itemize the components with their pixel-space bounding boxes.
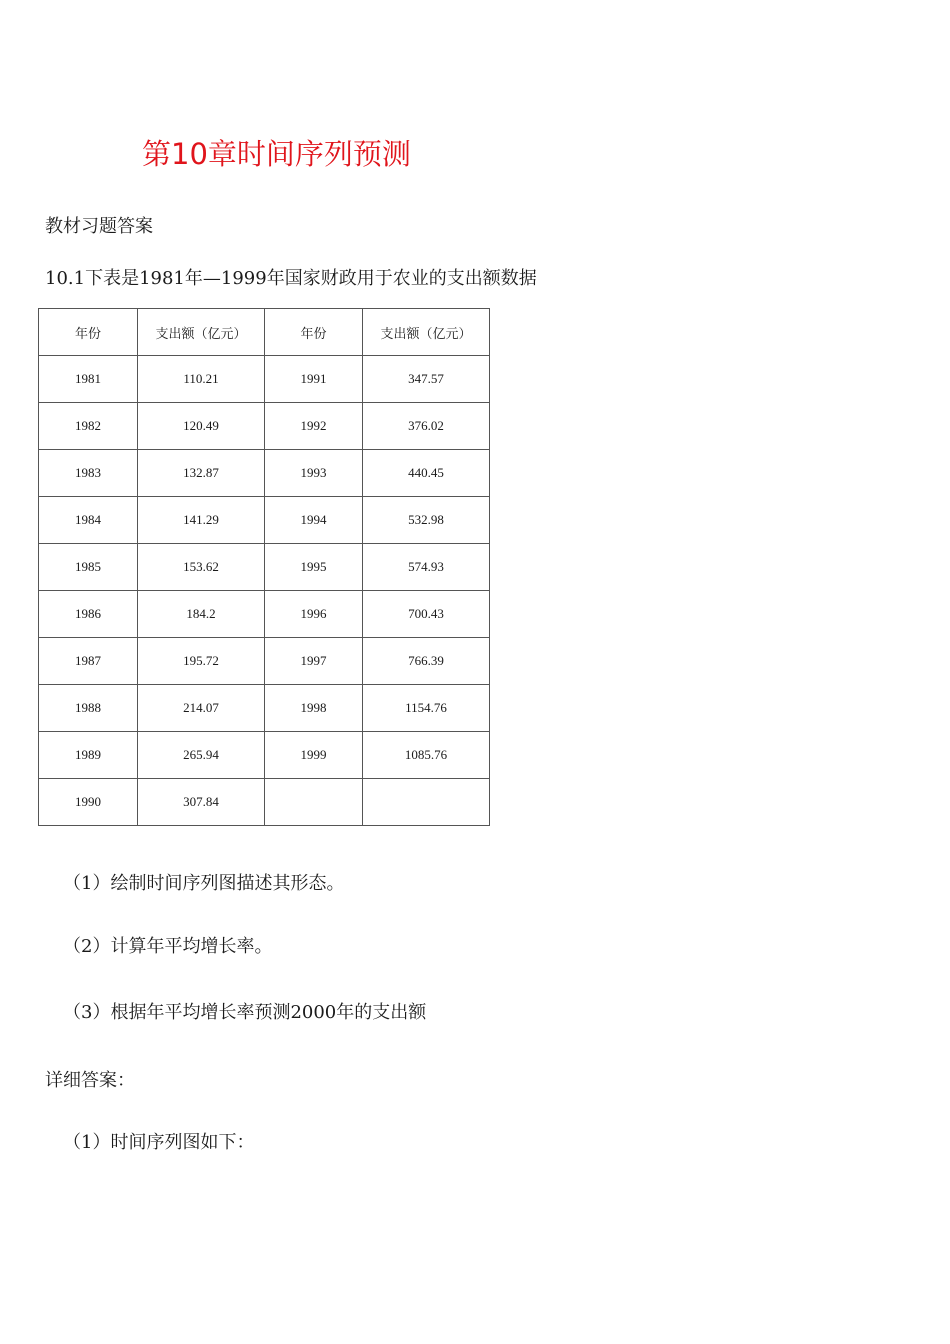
table-cell: 1987: [39, 638, 138, 685]
table-cell: 110.21: [138, 356, 265, 403]
table-cell: 265.94: [138, 732, 265, 779]
section-heading: 教材习题答案: [45, 216, 153, 237]
table-cell: [265, 779, 363, 826]
table-cell: 1998: [265, 685, 363, 732]
table-row: [39, 732, 490, 779]
table-cell: 1996: [265, 591, 363, 638]
sub-question-2: （2）计算年平均增长率。: [63, 936, 273, 957]
table-cell: 1997: [265, 638, 363, 685]
table-row: [39, 403, 490, 450]
table-cell: 184.2: [138, 591, 265, 638]
table-row: [39, 544, 490, 591]
table-cell: 195.72: [138, 638, 265, 685]
answer-heading: 详细答案：: [45, 1070, 135, 1091]
table-cell: 120.49: [138, 403, 265, 450]
table-row: [39, 779, 490, 826]
table-cell: 376.02: [363, 403, 490, 450]
sub-question-3: （3）根据年平均增长率预测2000年的支出额: [63, 1002, 427, 1023]
header-cell: 支出额（亿元）: [138, 309, 265, 356]
table-cell: 1988: [39, 685, 138, 732]
table-cell: 1981: [39, 356, 138, 403]
question-intro: 10.1下表是1981年—1999年国家财政用于农业的支出额数据: [45, 268, 537, 289]
table-row: [39, 356, 490, 403]
table-row: [39, 591, 490, 638]
table-row: [39, 450, 490, 497]
table-row: [39, 685, 490, 732]
table-cell: 766.39: [363, 638, 490, 685]
table-cell: 347.57: [363, 356, 490, 403]
table-cell: 214.07: [138, 685, 265, 732]
header-cell: 支出额（亿元）: [363, 309, 490, 356]
table-cell: 700.43: [363, 591, 490, 638]
table-row: [39, 497, 490, 544]
table-cell: 1985: [39, 544, 138, 591]
table-cell: 141.29: [138, 497, 265, 544]
table-cell: 440.45: [363, 450, 490, 497]
table-cell: 1983: [39, 450, 138, 497]
table-cell: 1999: [265, 732, 363, 779]
table-header-row: [39, 309, 490, 356]
answer-1: （1）时间序列图如下：: [63, 1132, 255, 1153]
table-cell: 153.62: [138, 544, 265, 591]
sub-question-1: （1）绘制时间序列图描述其形态。: [63, 873, 345, 894]
page-title: 第10章时间序列预测: [142, 137, 411, 171]
table-row: [39, 638, 490, 685]
table-cell: 574.93: [363, 544, 490, 591]
table-cell: 1992: [265, 403, 363, 450]
table-cell: 1993: [265, 450, 363, 497]
expenditure-table: [38, 308, 490, 826]
table-cell: 132.87: [138, 450, 265, 497]
header-cell: 年份: [265, 309, 363, 356]
table-cell: 307.84: [138, 779, 265, 826]
header-cell: 年份: [39, 309, 138, 356]
table-cell: 1991: [265, 356, 363, 403]
table-cell: 1994: [265, 497, 363, 544]
table-cell: 1990: [39, 779, 138, 826]
table-cell: 1984: [39, 497, 138, 544]
table-cell: 1995: [265, 544, 363, 591]
table-cell: 532.98: [363, 497, 490, 544]
table-cell: [363, 779, 490, 826]
table-cell: 1982: [39, 403, 138, 450]
table-cell: 1989: [39, 732, 138, 779]
table-cell: 1085.76: [363, 732, 490, 779]
table-cell: 1154.76: [363, 685, 490, 732]
table-cell: 1986: [39, 591, 138, 638]
